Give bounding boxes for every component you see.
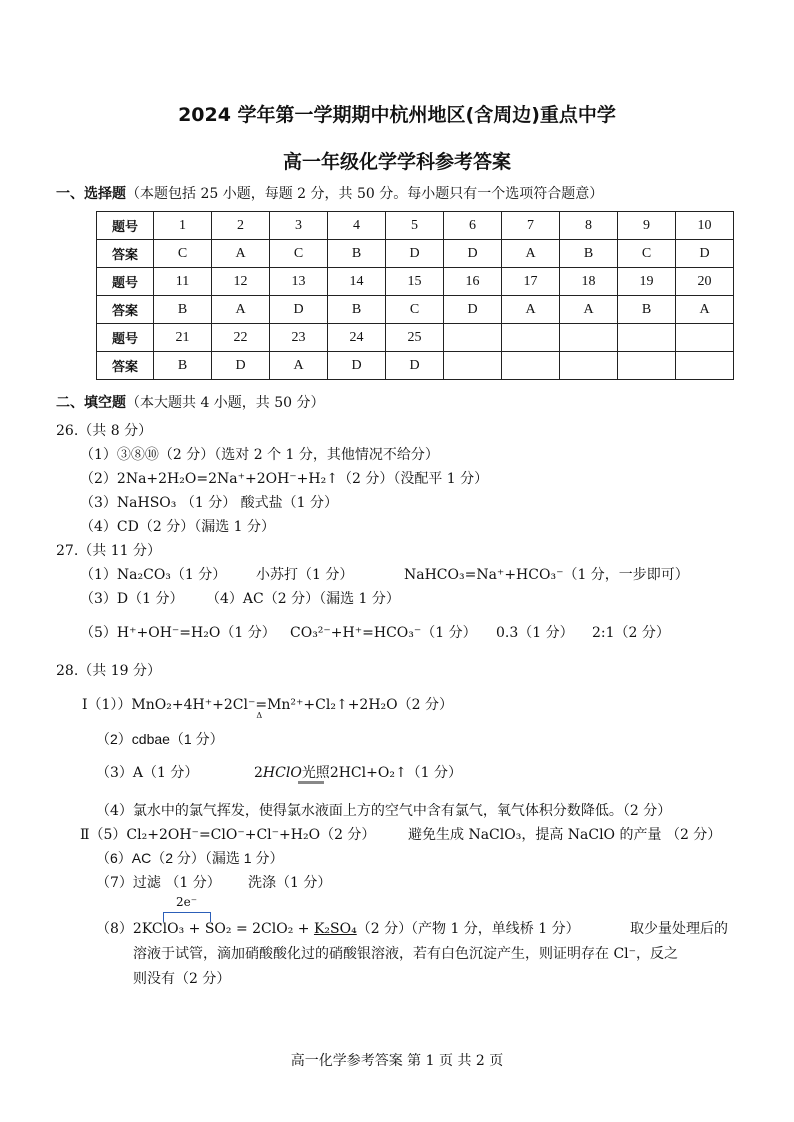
table-cell: D [444,296,502,324]
answer-table [96,211,734,380]
q28-i5b: 避免生成 NaClO₃，提高 NaClO 的产量 （2 分） [408,827,722,843]
section2-heading: 二、填空题 [56,395,126,411]
table-cell: 19 [618,268,676,296]
q28-i5a: Ⅱ（5）Cl₂+2OH⁻=ClO⁻+Cl⁻+H₂O（2 分） [80,827,376,843]
q27-line-3b: CO₃²⁻+H⁺=HCO₃⁻（1 分） [290,625,477,641]
q28-i3b-coef: 2 [254,765,263,781]
table-cell: D [386,240,444,268]
table-cell [618,324,676,352]
q27-line-1c: NaHCO₃=Na⁺+HCO₃⁻（1 分，一步即可） [404,567,689,583]
table-cell [444,352,502,380]
section1-heading-line [56,183,603,203]
table-cell: 22 [212,324,270,352]
table-cell: A [560,296,618,324]
q28-i8-lead: （8） [96,921,133,937]
table-cell: 2 [212,212,270,240]
q28-i8-equation: 2KClO₃ + SO₂ = 2ClO₂ + [132,921,314,937]
a-label: 答案 [97,352,154,380]
table-cell: C [154,240,212,268]
table-row [97,324,734,352]
table-cell: D [212,352,270,380]
q27-line-3d: 2:1（2 分） [592,625,670,641]
table-row [97,352,734,380]
q28-i8-tail: 取少量处理后的 [630,921,728,937]
q-label: 题号 [97,212,154,240]
q28-i8-line3: 则没有（2 分） [133,971,231,987]
table-cell: A [212,296,270,324]
q28-i8-line2: 溶液于试管，滴加硝酸酸化过的硝酸银溶液，若有白色沉淀产生，则证明存在 Cl⁻，反之 [133,946,679,962]
q27-line-2a: （3）D（1 分） [80,591,184,607]
q27-line-3c: 0.3（1 分） [496,625,574,641]
q28-i1-equals: = [255,697,268,713]
table-cell: 14 [328,268,386,296]
section1-heading: 一、选择题 [56,186,126,202]
table-cell: D [676,240,734,268]
table-cell: 11 [154,268,212,296]
q28-i4: （4）氯水中的氯气挥发，使得氯水液面上方的空气中含有氯气，氧气体积分数降低。（2 分） [96,803,672,819]
table-cell: 9 [618,212,676,240]
table-cell: A [212,240,270,268]
table-cell: D [328,352,386,380]
q26-line-3: （3）NaHSO₃ （1 分） 酸式盐（1 分） [80,495,339,511]
q27-heading: 27.（共 11 分） [56,543,161,559]
table-cell [676,352,734,380]
table-cell [676,324,734,352]
q28-i1-products: Mn²⁺+Cl₂↑+2H₂O（2 分） [267,697,453,713]
section2-note: （本大题共 4 小题，共 50 分） [126,395,325,411]
page-footer: 高一化学参考答案 第 1 页 共 2 页 [290,1053,504,1069]
q26-line-1: （1）③⑧⑩（2 分）（选对 2 个 1 分，其他情况不给分） [80,447,439,463]
table-cell [502,324,560,352]
table-cell: 15 [386,268,444,296]
q28-i3b [254,762,462,782]
document-subtitle: 高一年级化学学科参考答案 [282,151,511,173]
q26-line-2: （2）2Na+2H₂O=2Na⁺+2OH⁻+H₂↑（2 分）（没配平 1 分） [80,471,489,487]
table-cell: B [154,296,212,324]
table-cell: A [502,296,560,324]
table-row [97,240,734,268]
table-cell: A [502,240,560,268]
table-cell: 6 [444,212,502,240]
heat-delta-icon: Δ [256,711,263,720]
table-cell [502,352,560,380]
table-cell: A [270,352,328,380]
table-cell: 25 [386,324,444,352]
table-cell: B [328,296,386,324]
q28-i3a: （3）A（1 分） [96,765,199,781]
table-cell: 5 [386,212,444,240]
q28-i7a: （7）过滤 （1 分） [96,875,221,891]
table-cell: B [560,240,618,268]
table-cell: 23 [270,324,328,352]
electron-transfer-label: 2e⁻ [176,895,198,909]
table-cell: 18 [560,268,618,296]
table-cell: D [444,240,502,268]
table-cell: 1 [154,212,212,240]
table-cell [560,324,618,352]
q26-heading: 26.（共 8 分） [56,423,153,439]
table-row [97,268,734,296]
table-cell: C [618,240,676,268]
table-cell: D [270,296,328,324]
q28-i7b: 洗涤（1 分） [248,875,332,891]
q28-i6: （6）AC（2 分）（漏选 1 分） [96,850,284,866]
table-cell: D [386,352,444,380]
table-row [97,296,734,324]
table-cell: 16 [444,268,502,296]
q28-i2: （2）cdbae（1 分） [96,731,224,747]
q28-i3b-light: 光照 [301,765,330,781]
table-cell: C [270,240,328,268]
q26-line-4: （4）CD（2 分）（漏选 1 分） [80,519,276,535]
table-cell: 12 [212,268,270,296]
table-cell: 3 [270,212,328,240]
table-cell: 21 [154,324,212,352]
q27-line-1a: （1）Na₂CO₃（1 分） [80,567,227,583]
section1-note: （本题包括 25 小题，每题 2 分，共 50 分。每小题只有一个选项符合题意） [126,186,604,202]
table-cell: C [386,296,444,324]
a-label: 答案 [97,296,154,324]
table-cell: 8 [560,212,618,240]
q28-i3b-products: 2HCl+O₂↑（1 分） [329,765,463,781]
table-cell: 17 [502,268,560,296]
table-cell: 7 [502,212,560,240]
q28-heading: 28.（共 19 分） [56,663,161,679]
q28-i8-k2so4: K₂SO₄ [313,921,357,937]
q-label: 题号 [97,324,154,352]
table-cell: B [618,296,676,324]
q28-i8-note: （产物 1 分，单线桥 1 分） [404,921,580,937]
table-cell: 24 [328,324,386,352]
q28-i8-score: （2 分） [356,921,413,937]
table-cell: 20 [676,268,734,296]
q28-i8-line1 [96,918,412,938]
table-cell: 13 [270,268,328,296]
table-cell: 10 [676,212,734,240]
table-cell: 4 [328,212,386,240]
q27-line-1b: 小苏打（1 分） [256,567,354,583]
table-cell: A [676,296,734,324]
reaction-arrow-bar [298,781,324,784]
q27-line-2b: （4）AC（2 分）（漏选 1 分） [206,591,400,607]
a-label: 答案 [97,240,154,268]
section2-heading-line [56,392,325,412]
document-title: 2024 学年第一学期期中杭州地区(含周边)重点中学 [178,104,616,126]
q-label: 题号 [97,268,154,296]
table-cell [444,324,502,352]
q27-line-3a: （5）H⁺+OH⁻=H₂O（1 分） [80,625,276,641]
table-cell: B [328,240,386,268]
table-row [97,212,734,240]
q28-i1-heat-sign [255,697,268,720]
q28-i3b-hclo: HClO [262,765,302,781]
q28-i1-reactants: Ⅰ（1））MnO₂+4H⁺+2Cl⁻ [82,697,256,713]
q28-i1 [82,694,453,720]
table-cell: B [154,352,212,380]
table-cell [618,352,676,380]
table-cell [560,352,618,380]
